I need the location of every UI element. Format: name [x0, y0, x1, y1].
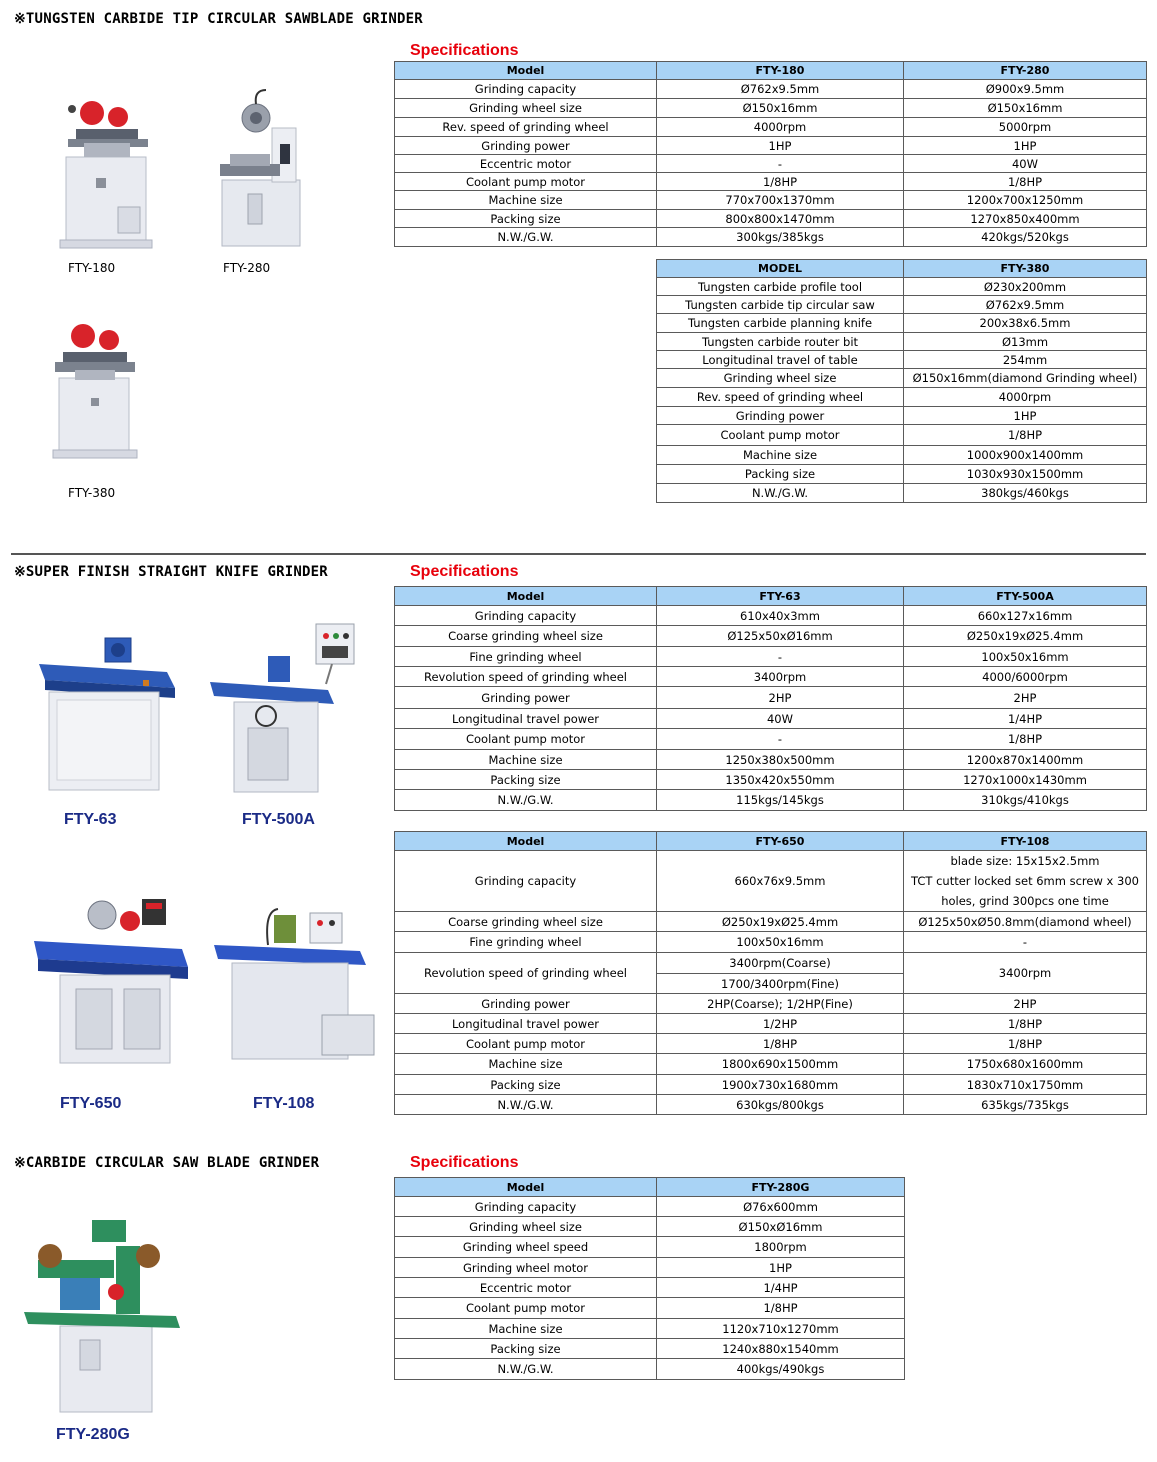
caption-fty-180: FTY-180 — [68, 261, 116, 275]
table-row — [395, 137, 1147, 155]
table-row — [395, 932, 1147, 953]
table-row — [657, 351, 1147, 369]
caption-fty-650: FTY-650 — [60, 1095, 122, 1112]
row-label: Revolution speed of grinding wheel — [395, 667, 657, 687]
machine-image-fty-380 — [45, 320, 145, 460]
cell-value: 254mm — [904, 351, 1147, 369]
cell-value: 4000rpm — [904, 388, 1147, 407]
table-row — [395, 99, 1147, 118]
row-label: Grinding power — [395, 687, 657, 709]
cell-value: 2HP — [904, 687, 1147, 709]
cell-value: 1/2HP — [657, 1014, 904, 1034]
caption-fty-280g: FTY-280G — [56, 1426, 130, 1443]
row-label: Grinding capacity — [395, 606, 657, 626]
header-cell: Model — [395, 587, 657, 606]
cell-value: 400kgs/490kgs — [657, 1359, 905, 1380]
cell-value: Ø230x200mm — [904, 278, 1147, 296]
cell-value: 420kgs/520kgs — [904, 228, 1147, 247]
cell-value: 1/8HP — [904, 729, 1147, 750]
row-label: Grinding capacity — [395, 1197, 657, 1217]
table-row — [395, 709, 1147, 729]
header-cell: FTY-380 — [904, 260, 1147, 278]
cell-value: 300kgs/385kgs — [657, 228, 904, 247]
row-label: Eccentric motor — [395, 1278, 657, 1298]
table-row — [395, 1237, 905, 1258]
table-row — [395, 1217, 905, 1237]
cell-value: 200x38x6.5mm — [904, 314, 1147, 333]
row-label: Machine size — [395, 750, 657, 770]
cell-value: 380kgs/460kgs — [904, 484, 1147, 503]
spec-table-fty-63-500a — [394, 586, 1147, 811]
machine-image-fty-280g — [20, 1216, 185, 1416]
cell-value: - — [657, 647, 904, 667]
row-label: Machine size — [395, 191, 657, 210]
cell-value: 1270x1000x1430mm — [904, 770, 1147, 790]
row-label: Coolant pump motor — [395, 729, 657, 750]
table-row — [395, 155, 1147, 173]
table-row — [395, 912, 1147, 932]
row-label: Tungsten carbide tip circular saw — [657, 296, 904, 314]
table-row — [395, 667, 1147, 687]
cell-value: 1/8HP — [904, 1014, 1147, 1034]
table-row — [395, 1359, 905, 1380]
cell-value: Ø900x9.5mm — [904, 80, 1147, 99]
cell-value: 610x40x3mm — [657, 606, 904, 626]
row-label: Machine size — [657, 446, 904, 465]
machine-image-fty-500a — [208, 620, 358, 798]
cell-value: Ø76x600mm — [657, 1197, 905, 1217]
row-label: Eccentric motor — [395, 155, 657, 173]
table-row — [395, 173, 1147, 191]
cell-value: 635kgs/735kgs — [904, 1095, 1147, 1115]
table-row — [395, 994, 1147, 1014]
caption-fty-380: FTY-380 — [68, 486, 116, 500]
row-label: Packing size — [395, 1075, 657, 1095]
cell-value-split — [657, 953, 904, 994]
table-row — [395, 80, 1147, 99]
cell-value: 3400rpm — [657, 667, 904, 687]
row-label: Coolant pump motor — [395, 1034, 657, 1054]
row-label: Coarse grinding wheel size — [395, 912, 657, 932]
cell-value: 4000rpm — [657, 118, 904, 137]
row-label: Tungsten carbide profile tool — [657, 278, 904, 296]
cell-value: 1/8HP — [657, 1298, 905, 1319]
cell-value: 1/8HP — [904, 1034, 1147, 1054]
cell-value: Ø250x19xØ25.4mm — [904, 626, 1147, 647]
table-row — [657, 446, 1147, 465]
machine-image-fty-280 — [210, 88, 310, 250]
table-row — [395, 790, 1147, 811]
row-label: N.W./G.W. — [395, 228, 657, 247]
row-label: Tungsten carbide router bit — [657, 333, 904, 351]
table-row — [395, 606, 1147, 626]
cell-value: 1HP — [904, 407, 1147, 425]
section-title-straight-knife: ※SUPER FINISH STRAIGHT KNIFE GRINDER — [14, 564, 328, 580]
cell-value: 1/8HP — [657, 1034, 904, 1054]
cell-value: 2HP(Coarse); 1/2HP(Fine) — [657, 994, 904, 1014]
cell-value: Ø150x16mm — [904, 99, 1147, 118]
table-row — [395, 953, 1147, 994]
spec-label-2: Specifications — [410, 563, 519, 580]
cell-value: 4000/6000rpm — [904, 667, 1147, 687]
cell-value: 115kgs/145kgs — [657, 790, 904, 811]
machine-image-fty-180 — [58, 95, 158, 250]
cell-value: Ø13mm — [904, 333, 1147, 351]
cell-value: 1900x730x1680mm — [657, 1075, 904, 1095]
table-row — [395, 770, 1147, 790]
row-label: Longitudinal travel power — [395, 1014, 657, 1034]
cell-value: 100x50x16mm — [657, 932, 904, 953]
cell-value: 1830x710x1750mm — [904, 1075, 1147, 1095]
cell-line: 1700/3400rpm(Fine) — [657, 973, 903, 993]
row-label: Longitudinal travel power — [395, 709, 657, 729]
table-row — [395, 647, 1147, 667]
table-row — [395, 1095, 1147, 1115]
table-row — [395, 687, 1147, 709]
cell-line: TCT cutter locked set 6mm screw x 300 — [911, 874, 1139, 888]
table-row — [657, 484, 1147, 503]
cell-value: Ø150x16mm(diamond Grinding wheel) — [904, 369, 1147, 388]
row-label: N.W./G.W. — [395, 1095, 657, 1115]
table-row — [657, 465, 1147, 484]
cell-line: holes, grind 300pcs one time — [941, 894, 1109, 908]
cell-value: 40W — [904, 155, 1147, 173]
row-label: Grinding power — [395, 994, 657, 1014]
table-row — [395, 729, 1147, 750]
row-label: Coolant pump motor — [657, 425, 904, 446]
caption-fty-108: FTY-108 — [253, 1095, 315, 1112]
cell-value: - — [657, 155, 904, 173]
cell-value: 1/4HP — [904, 709, 1147, 729]
table-row — [657, 425, 1147, 446]
header-cell: FTY-650 — [657, 832, 904, 851]
section-title-tungsten: ※TUNGSTEN CARBIDE TIP CIRCULAR SAWBLADE GRINDER — [14, 11, 423, 27]
cell-value: Ø762x9.5mm — [657, 80, 904, 99]
table-row — [657, 314, 1147, 333]
row-label: Grinding wheel size — [395, 1217, 657, 1237]
cell-value: 1HP — [657, 1258, 905, 1278]
spec-table-fty-380 — [656, 259, 1147, 503]
row-label: Packing size — [395, 1339, 657, 1359]
cell-value: 100x50x16mm — [904, 647, 1147, 667]
cell-value: Ø125x50xØ16mm — [657, 626, 904, 647]
cell-value: 1HP — [657, 137, 904, 155]
row-label: Machine size — [395, 1054, 657, 1075]
cell-value: 770x700x1370mm — [657, 191, 904, 210]
machine-image-fty-108 — [210, 905, 385, 1065]
section-title-carbide-saw: ※CARBIDE CIRCULAR SAW BLADE GRINDER — [14, 1155, 320, 1171]
cell-line: blade size: 15x15x2.5mm — [950, 854, 1100, 868]
table-row — [395, 1258, 905, 1278]
row-label: Longitudinal travel of table — [657, 351, 904, 369]
row-label: Grinding power — [395, 137, 657, 155]
table-row — [657, 369, 1147, 388]
row-label: Grinding capacity — [395, 80, 657, 99]
machine-image-fty-650 — [32, 893, 192, 1068]
spec-table-fty-650-108 — [394, 831, 1147, 1115]
header-cell: Model — [395, 1178, 657, 1197]
header-cell: FTY-280 — [904, 62, 1147, 80]
cell-value: - — [657, 729, 904, 750]
spec-table-fty-180-280 — [394, 61, 1147, 247]
caption-fty-280: FTY-280 — [223, 261, 271, 275]
cell-value: 3400rpm — [904, 953, 1147, 994]
header-cell: MODEL — [657, 260, 904, 278]
header-cell: FTY-180 — [657, 62, 904, 80]
header-cell: FTY-500A — [904, 587, 1147, 606]
table-row — [657, 278, 1147, 296]
cell-value: 1750x680x1600mm — [904, 1054, 1147, 1075]
table-row — [657, 388, 1147, 407]
cell-value: 2HP — [904, 994, 1147, 1014]
spec-label-3: Specifications — [410, 1154, 519, 1171]
cell-value: 800x800x1470mm — [657, 210, 904, 228]
header-cell: Model — [395, 832, 657, 851]
cell-value: 1200x700x1250mm — [904, 191, 1147, 210]
row-label: Coolant pump motor — [395, 173, 657, 191]
cell-line: 3400rpm(Coarse) — [729, 956, 831, 970]
row-label: Tungsten carbide planning knife — [657, 314, 904, 333]
machine-image-fty-63 — [35, 622, 180, 794]
cell-value: 2HP — [657, 687, 904, 709]
row-label: Coolant pump motor — [395, 1298, 657, 1319]
row-label: Grinding wheel size — [657, 369, 904, 388]
header-cell: FTY-108 — [904, 832, 1147, 851]
cell-value: Ø250x19xØ25.4mm — [657, 912, 904, 932]
table-row — [395, 1054, 1147, 1075]
header-cell: FTY-63 — [657, 587, 904, 606]
cell-value: 40W — [657, 709, 904, 729]
cell-value: 5000rpm — [904, 118, 1147, 137]
cell-value: 310kgs/410kgs — [904, 790, 1147, 811]
table-row — [657, 407, 1147, 425]
row-label: N.W./G.W. — [395, 790, 657, 811]
row-label: Fine grinding wheel — [395, 647, 657, 667]
row-label: Grinding wheel speed — [395, 1237, 657, 1258]
row-label: Packing size — [657, 465, 904, 484]
cell-value: 1120x710x1270mm — [657, 1319, 905, 1339]
cell-value: 1240x880x1540mm — [657, 1339, 905, 1359]
row-label: N.W./G.W. — [657, 484, 904, 503]
section-divider — [11, 553, 1146, 555]
cell-value: Ø762x9.5mm — [904, 296, 1147, 314]
table-row — [395, 1278, 905, 1298]
cell-value: 1/8HP — [657, 173, 904, 191]
table-row — [395, 1339, 905, 1359]
cell-value: 1800rpm — [657, 1237, 905, 1258]
cell-value: 1350x420x550mm — [657, 770, 904, 790]
spec-label-1: Specifications — [410, 42, 519, 59]
row-label: Packing size — [395, 770, 657, 790]
table-row — [395, 1034, 1147, 1054]
cell-value: Ø125x50xØ50.8mm(diamond wheel) — [904, 912, 1147, 932]
table-row — [395, 626, 1147, 647]
row-label: Grinding wheel size — [395, 99, 657, 118]
row-label: Fine grinding wheel — [395, 932, 657, 953]
table-row — [395, 118, 1147, 137]
row-label: Grinding capacity — [395, 851, 657, 912]
cell-value: 1030x930x1500mm — [904, 465, 1147, 484]
caption-fty-63: FTY-63 — [64, 811, 117, 828]
table-row — [395, 1319, 905, 1339]
caption-fty-500a: FTY-500A — [242, 811, 315, 828]
cell-value: 1HP — [904, 137, 1147, 155]
row-label: Coarse grinding wheel size — [395, 626, 657, 647]
cell-value-multiline — [904, 851, 1147, 912]
table-row — [395, 1075, 1147, 1095]
cell-value: 1/8HP — [904, 173, 1147, 191]
cell-value: 630kgs/800kgs — [657, 1095, 904, 1115]
cell-value: 1/4HP — [657, 1278, 905, 1298]
cell-value: 1800x690x1500mm — [657, 1054, 904, 1075]
cell-value: 1/8HP — [904, 425, 1147, 446]
header-cell: FTY-280G — [657, 1178, 905, 1197]
row-label: Grinding power — [657, 407, 904, 425]
table-row — [395, 750, 1147, 770]
cell-value: - — [904, 932, 1147, 953]
cell-value: 1270x850x400mm — [904, 210, 1147, 228]
row-label: Grinding wheel motor — [395, 1258, 657, 1278]
cell-value: Ø150x16mm — [657, 99, 904, 118]
cell-value: 1250x380x500mm — [657, 750, 904, 770]
table-row — [657, 333, 1147, 351]
row-label: Rev. speed of grinding wheel — [395, 118, 657, 137]
table-row — [395, 228, 1147, 247]
table-row — [395, 210, 1147, 228]
cell-value: Ø150xØ16mm — [657, 1217, 905, 1237]
table-row — [395, 191, 1147, 210]
row-label: Machine size — [395, 1319, 657, 1339]
table-row — [657, 296, 1147, 314]
table-row — [395, 1197, 905, 1217]
table-row — [395, 1014, 1147, 1034]
header-cell: Model — [395, 62, 657, 80]
spec-table-fty-280g — [394, 1177, 905, 1380]
table-row — [395, 851, 1147, 912]
row-label: Packing size — [395, 210, 657, 228]
cell-value: 1200x870x1400mm — [904, 750, 1147, 770]
cell-value: 1000x900x1400mm — [904, 446, 1147, 465]
row-label: N.W./G.W. — [395, 1359, 657, 1380]
cell-value: 660x76x9.5mm — [657, 851, 904, 912]
row-label: Revolution speed of grinding wheel — [395, 953, 657, 994]
cell-value: 660x127x16mm — [904, 606, 1147, 626]
row-label: Rev. speed of grinding wheel — [657, 388, 904, 407]
table-row — [395, 1298, 905, 1319]
